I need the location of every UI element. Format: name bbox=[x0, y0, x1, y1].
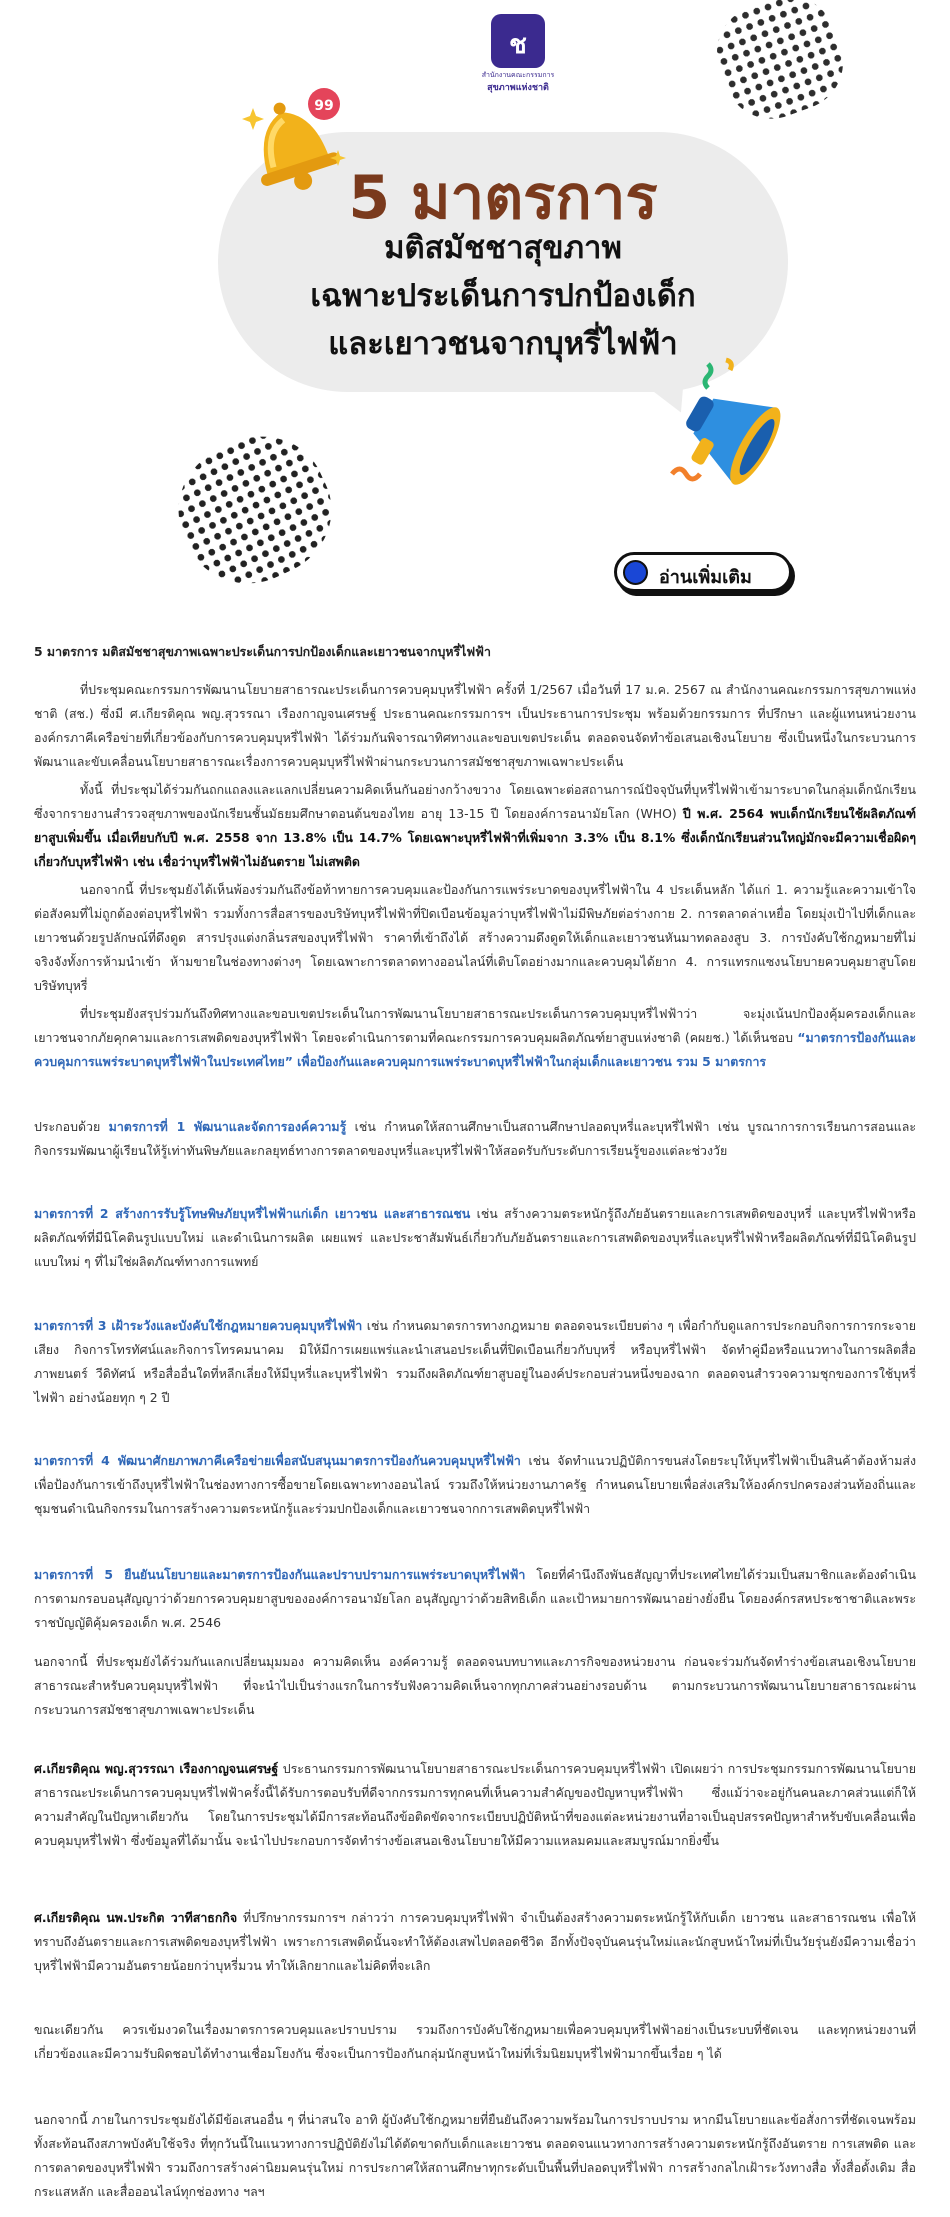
paragraph-6-text: ประธานกรรมการพัฒนานโยบายสาธารณะประเด็นการควบคุมบุหรี่ไฟฟ้า เปิดเผยว่า การประชุมกรรมการพัฒนานโยบายสาธารณะประเด็นการควบคุมบุหรี่ไฟฟ้าครั้งนี้ได้รับการตอบรับที่ดีจากกรรมการทุกคนที่เห็นความสำคัญของปัญหาบุหรี่ไฟฟ้า ซึ่งแม้ว่าจะอยู่กันคนละภาคส่วนแต่ก็ให้ความสำคัญในปัญหาเดียวกัน โดยในการประชุมได้มีการสะท้อนถึงข้อติดขัดจากระเบียบปฏิบัติหน้าที่ของแต่ละหน่วยงานที่อาจเป็นอุปสรรคปัญหาสำหรับขับเคลื่อนเพื่อควบคุมบุหรี่ไฟฟ้า ซึ่งข้อมูลที่ได้มานั้น จะนำไปประกอบการจัดทำร่างข้อเสนอเชิงนโยบายให้มีความแหลมคมและสมบูรณ์มากยิ่งขึ้น bbox=[34, 1761, 917, 1848]
measure-5 bbox=[34, 1563, 916, 1635]
measure-2 bbox=[34, 1202, 916, 1274]
measure-3-title: มาตรการที่ 3 เฝ้าระวังและบังคับใช้กฎหมายควบคุมบุหรี่ไฟฟ้า bbox=[34, 1318, 363, 1333]
measure-5-text: โดยที่คำนึงถึงพันธสัญญาที่ประเทศไทยได้ร่วมเป็นสมาชิกและต้องดำเนินการตามกรอบอนุสัญญาว่าด้วยการควบคุมยาสูบขององค์การอนามัยโลก อนุสัญญาว่าด้วยสิทธิเด็ก และเป้าหมายการพัฒนาอย่างยั่งยืน โดยองค์กรสหประชาชาติและพระราชบัญญัติคุ้มครองเด็ก พ.ศ. 2546 bbox=[34, 1567, 916, 1630]
measure-4 bbox=[34, 1449, 916, 1521]
read-more-button[interactable] bbox=[614, 552, 792, 592]
measure-1 bbox=[34, 1115, 916, 1163]
logo-caption: สำนักงานคณะกรรมการ bbox=[481, 71, 555, 79]
paragraph-2 bbox=[34, 778, 916, 874]
paragraph-4 bbox=[34, 1002, 916, 1074]
measure-1-text: เช่น กำหนดให้สถานศึกษาเป็นสถานศึกษาปลอดบุหรี่และบุหรี่ไฟฟ้า เช่น บูรณาการการเรียนการสอนและกิจกรรมพัฒนาผู้เรียนให้รู้เท่าทันพิษภัยและกลยุทธ์ทางการตลาดของบุหรี่และบุหรี่ไฟฟ้าให้สอดรับกับระดับการเรียนรู้ของแต่ละช่วงวัย bbox=[34, 1119, 916, 1158]
paragraph-8: ขณะเดียวกัน ควรเข้มงวดในเรื่องมาตรการควบคุมและปราบปราม รวมถึงการบังคับใช้กฎหมายเพื่อควบคุมบุหรี่ไฟฟ้าอย่างเป็นระบบที่ชัดเจน และทุกหน่วยงานที่เกี่ยวข้องและมีความรับผิดชอบได้ทำงานเชื่อมโยงกัน ซึ่งจะเป็นการป้องกันกลุ่มนักสูบหน้าใหม่ที่เริ่มนิยมบุหรี่ไฟฟ้ามากขึ้นเรื่อย ๆ ได้ bbox=[34, 2022, 916, 2061]
paragraph-3: นอกจากนี้ ที่ประชุมยังได้เห็นพ้องร่วมกันถึงข้อท้าทายการควบคุมและป้องกันการแพร่ระบาดของบุหรี่ไฟฟ้าใน 4 ประเด็นหลัก ได้แก่ 1. ความรู้และความเข้าใจต่อสังคมที่ไม่ถูกต้องต่อบุหรี่ไฟฟ้า รวมทั้งการสื่อสารของบริษัทบุหรี่ไฟฟ้าที่ปิดเบือนข้อมูลว่าบุหรี่ไฟฟ้าไม่มีพิษภัยต่อร่างกาย 2. การตลาดล่าเหยื่อ โดยมุ่งเป้าไปที่เด็กและเยาวชนด้วยรูปลักษณ์ที่ดึงดูด สารปรุงแต่งกลิ่นรสของบุหรี่ไฟฟ้า ราคาที่เข้าถึงได้ สร้างความดึงดูดให้เด็กและเยาวชนหันมาทดลองสูบ 3. การบังคับใช้กฎหมายที่ไม่จริงจังทั้งการห้ามนำเข้า ห้ามขายในช่องทางต่างๆ โดยเฉพาะการตลาดทางออนไลน์ที่เติบโตอย่างมากและควบคุมได้ยาก 4. การแทรกแซงนโยบายควบคุมยาสูบโดยบริษัทบุหรี่ bbox=[34, 882, 916, 993]
badge-count: 99 bbox=[314, 98, 334, 114]
banner-title: 5 มาตรการ bbox=[348, 163, 658, 233]
measure-3-text: เช่น กำหนดมาตรการทางกฎหมาย ตลอดจนระเบียบต่าง ๆ เพื่อกำกับดูแลการประกอบกิจการการกระจายเสียง กิจการโทรทัศน์และกิจการโทรคมนาคม มิให้มีการเผยแพร่และนำเสนอประเด็นที่ปิดเบือนเกี่ยวกับบุหรี่ หรือบุหรี่ไฟฟ้า จัดทำคู่มือหรือแนวทางในการผลิตสื่อภาพยนตร์ วีดิทัศน์ หรือสื่ออื่นใดที่หลีกเลี่ยงให้มีบุหรี่และบุหรี่ไฟฟ้า รวมถึงผลิตภัณฑ์ยาสูบอยู่ในองค์ประกอบส่วนหนึ่งของฉาก ตลอดจนสำรวจความชุกของการใช้บุหรี่ไฟฟ้า อย่างน้อยทุก ๆ 2 ปี bbox=[34, 1318, 916, 1405]
org-logo bbox=[480, 14, 556, 94]
hero-banner bbox=[0, 0, 950, 615]
article-body bbox=[34, 640, 916, 1078]
measure-3 bbox=[34, 1314, 916, 1410]
paragraph-5: นอกจากนี้ ที่ประชุมยังได้ร่วมกันแลกเปลี่ยนมุมมอง ความคิดเห็น องค์ความรู้ ตลอดจนบทบาทและภารกิจของหน่วยงาน ก่อนจะร่วมกันจัดทำร่างข้อเสนอเชิงนโยบายสาธารณะสำหรับควบคุมบุหรี่ไฟฟ้า ที่จะนำไปเป็นร่างแรกในการรับฟังความคิดเห็นจากทุกภาคส่วนอย่างรอบด้าน ตามกระบวนการพัฒนานโยบายสาธารณะผ่านกระบวนการสมัชชาสุขภาพเฉพาะประเด็น bbox=[34, 1654, 916, 1717]
measure-4-title: มาตรการที่ 4 พัฒนาศักยภาพภาคีเครือข่ายเพื่อสนับสนุนมาตรการป้องกันควบคุมบุหรี่ไฟฟ้า bbox=[34, 1453, 521, 1468]
button-dot-icon bbox=[623, 560, 648, 585]
measure-2-title: มาตรการที่ 2 สร้างการรับรู้โทษพิษภัยบุหรี่ไฟฟ้าแก่เด็ก เยาวชน และสาธารณชน bbox=[34, 1206, 471, 1221]
read-more-label: อ่านเพิ่มเติม bbox=[659, 567, 752, 588]
paragraph-2-text: ทั้งนี้ ที่ประชุมได้ร่วมกันถกแถลงและแลกเปลี่ยนความคิดเห็นกันอย่างกว้างขวาง โดยเฉพาะต่อสถานการณ์ปัจจุบันที่บุหรี่ไฟฟ้าเข้ามาระบาดในกลุ่มเด็กนักเรียน ซึ่งจากรายงานสำรวจสุขภาพของนักเรียนชั้นมัธยมศึกษาตอนต้นของไทย อายุ 13-15 ปี โดยองค์การอนามัยโลก (WHO) bbox=[34, 782, 916, 821]
paragraph-2-bold: ปี พ.ศ. 2564 พบเด็กนักเรียนใช้ผลิตภัณฑ์ยาสูบเพิ่มขึ้น เมื่อเทียบกับปี พ.ศ. 2558 จาก 13.8% เป็น 14.7% โดยเฉพาะบุหรี่ไฟฟ้าที่เพิ่มจาก 3.3% เป็น 8.1% ซึ่งเด็กนักเรียนส่วนใหญ่มักจะมีความเชื่อผิดๆ เกี่ยวกับบุหรี่ไฟฟ้า เช่น เชื่อว่าบุหรี่ไฟฟ้าไม่อันตราย ไม่เสพติด bbox=[34, 806, 916, 869]
logo-caption-bold: สุขภาพแห่งชาติ bbox=[487, 83, 549, 93]
banner-subtitle-1: มติสมัชชาสุขภาพ bbox=[384, 230, 622, 266]
measure-4-text: เช่น จัดทำแนวปฏิบัติการขนส่งโดยระบุให้บุหรี่ไฟฟ้าเป็นสินค้าต้องห้ามส่ง เพื่อป้องกันการเข้าถึงบุหรี่ไฟฟ้าในช่องทางการซื้อขายโดยเฉพาะทางออนไลน์ รวมถึงให้หน่วยงานภาครัฐ กำหนดนโยบายเพื่อส่งเสริมให้องค์กรปกครองส่วนท้องถิ่นและชุมชนดำเนินกิจกรรมในการสร้างความตระหนักรู้และร่วมปกป้องเด็กและเยาวชนจากการเสพติดบุหรี่ไฟฟ้า bbox=[34, 1453, 916, 1516]
halftone-dots-top-right bbox=[704, 0, 856, 132]
halftone-dots-bottom-left bbox=[157, 415, 352, 605]
article-heading: 5 มาตรการ มติสมัชชาสุขภาพเฉพาะประเด็นการปกป้องเด็กและเยาวชนจากบุหรี่ไฟฟ้า bbox=[34, 644, 491, 659]
paragraph-4-highlight: “มาตรการป้องกันและควบคุมการแพร่ระบาดบุหรี่ไฟฟ้าในประเทศไทย” เพื่อป้องกันและควบคุมการแพร่ระบาดบุหรี่ไฟฟ้าในกลุ่มเด็กและเยาวชน รวม 5 มาตรการ bbox=[34, 1030, 916, 1069]
measure-1-prefix: ประกอบด้วย bbox=[34, 1119, 109, 1134]
paragraph-9: นอกจากนี้ ภายในการประชุมยังได้มีข้อเสนออื่น ๆ ที่น่าสนใจ อาทิ ผู้บังคับใช้กฎหมายที่ยืนยันถึงความพร้อมในการปราบปราม หากมีนโยบายและข้อสั่งการที่ชัดเจนพร้อมทั้งสะท้อนถึงสภาพบังคับใช้จริง ที่ทุกวันนี้ในแนวทางการปฏิบัติยังไม่ได้ตัดขาดกับเด็กและเยาวชน ตลอดจนแนวทางการสร้างความตระหนักรู้ถึงอันตราย การเสพติด และการตลาดของบุหรี่ไฟฟ้า รวมถึงการสร้างค่านิยมคนรุ่นใหม่ การประกาศให้สถานศึกษาทุกระดับเป็นพื้นที่ปลอดบุหรี่ไฟฟ้า การสร้างกลไกเฝ้าระวังทางสื่อ ทั้งสื่อดั้งเดิม สื่อกระแสหลัก และสื่อออนไลน์ทุกช่องทาง ฯลฯ bbox=[34, 2112, 916, 2199]
speaker-1-name: ศ.เกียรติคุณ พญ.สุวรรณา เรืองกาญจนเศรษฐ์ bbox=[34, 1761, 279, 1776]
speaker-2-name: ศ.เกียรติคุณ นพ.ประกิต วาทีสาธกกิจ bbox=[34, 1910, 238, 1925]
banner-subtitle-3: และเยาวชนจากบุหรี่ไฟฟ้า bbox=[328, 326, 678, 362]
megaphone-icon bbox=[668, 356, 798, 496]
measure-2-text: เช่น สร้างความตระหนักรู้ถึงภัยอันตรายและการเสพติดของบุหรี่ และบุหรี่ไฟฟ้าหรือผลิตภัณฑ์ที่มีนิโคตินรูปแบบใหม่ และดำเนินการผลิต เผยแพร่ และประชาสัมพันธ์เกี่ยวกับภัยอันตรายและการเสพติดของบุหรี่และบุหรี่ไฟฟ้าหรือผลิตภัณฑ์ที่มีนิโคตินรูปแบบใหม่ ๆ ที่ไม่ใช่ผลิตภัณฑ์ทางการแพทย์ bbox=[34, 1206, 916, 1269]
measure-1-title: มาตรการที่ 1 พัฒนาและจัดการองค์ความรู้ bbox=[108, 1119, 347, 1134]
banner-subtitle-2: เฉพาะประเด็นการปกป้องเด็ก bbox=[310, 278, 696, 314]
paragraph-7 bbox=[34, 1906, 916, 1978]
paragraph-7-text: ที่ปรึกษากรรมการฯ กล่าวว่า การควบคุมบุหรี่ไฟฟ้า จำเป็นต้องสร้างความตระหนักรู้ให้กับเด็ก เยาวชน และสาธารณชน เพื่อให้ทราบถึงอันตรายและการเสพติดของบุหรี่ไฟฟ้า เพราะการเสพติดนั้นจะทำให้ต้องเสพไปตลอดชีวิต อีกทั้งปัจจุบันคนรุ่นใหม่และนักสูบหน้าใหม่ที่เป็นวัยรุ่นยังมีความเชื่อว่าบุหรี่ไฟฟ้ามีความอันตรายน้อยกว่าบุหรี่มวน ทำให้เลิกยากและไม่คิดที่จะเลิก bbox=[34, 1910, 916, 1973]
paragraph-1: ที่ประชุมคณะกรรมการพัฒนานโยบายสาธารณะประเด็นการควบคุมบุหรี่ไฟฟ้า ครั้งที่ 1/2567 เมื่อวันที่ 17 ม.ค. 2567 ณ สำนักงานคณะกรรมการสุขภาพแห่งชาติ (สช.) ซึ่งมี ศ.เกียรติคุณ พญ.สุวรรณา เรืองกาญจนเศรษฐ์ ประธานคณะกรรมการฯ เป็นประธานการประชุม พร้อมด้วยกรรมการ ที่ปรึกษา และผู้แทนหน่วยงานองค์กรภาคีเครือข่ายที่เกี่ยวข้องกับการควบคุมบุหรี่ไฟฟ้า ได้ร่วมกันพิจารณาทิศทางและขอบเขตประเด็น ตลอดจนจัดทำข้อเสนอเชิงนโยบาย ซึ่งเป็นหนึ่งในกระบวนการพัฒนาและขับเคลื่อนนโยบายสาธารณะเรื่องการควบคุมบุหรี่ไฟฟ้าผ่านกระบวนการสมัชชาสุขภาพเฉพาะประเด็น bbox=[34, 682, 916, 769]
paragraph-6 bbox=[34, 1757, 916, 1853]
measure-5-title: มาตรการที่ 5 ยืนยันนโยบายและมาตรการป้องกันและปราบปรามการแพร่ระบาดบุหรี่ไฟฟ้า bbox=[34, 1567, 526, 1582]
logo-icon: ช bbox=[491, 14, 545, 68]
paragraph-4-text: ที่ประชุมยังสรุปร่วมกันถึงทิศทางและขอบเขตประเด็นในการพัฒนานโยบายสาธารณะประเด็นการควบคุมบุหรี่ไฟฟ้าว่า จะมุ่งเน้นปกป้องคุ้มครองเด็กและเยาวชนจากภัยคุกคามและการเสพติดของบุหรี่ไฟฟ้า โดยจะดำเนินการตามที่คณะกรรมการควบคุมผลิตภัณฑ์ยาสูบแห่งชาติ (คผยช.) ได้เห็นชอบ bbox=[34, 1006, 916, 1045]
